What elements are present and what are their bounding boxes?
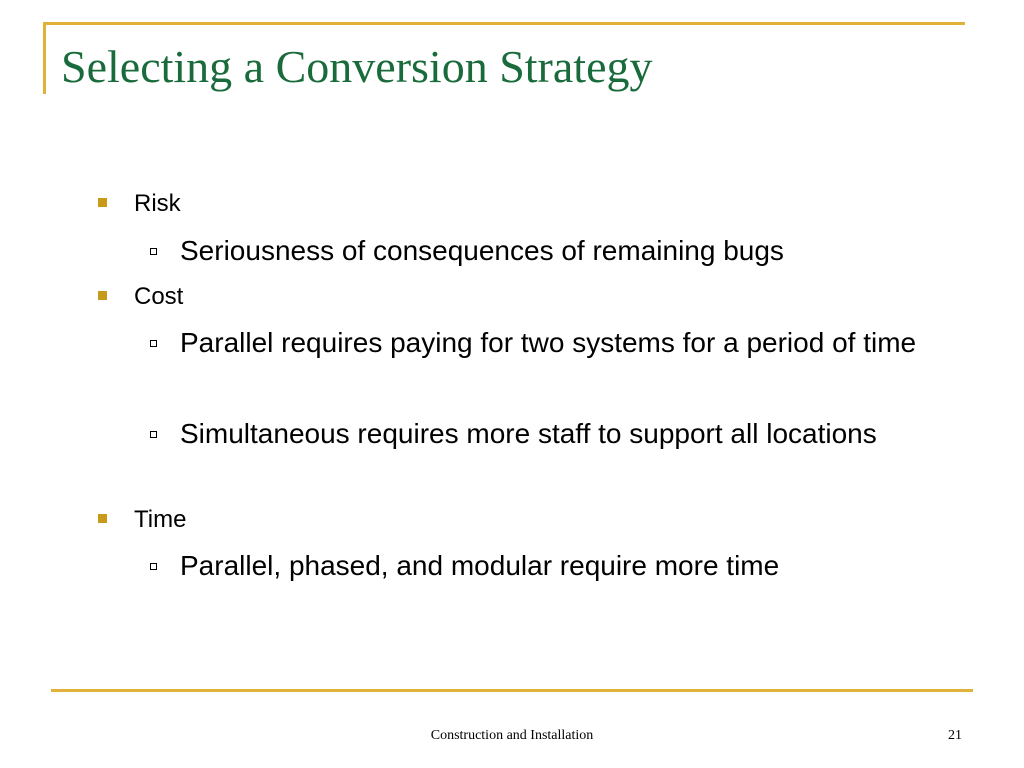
sub-bullet-text: Simultaneous requires more staff to support all locations: [180, 418, 877, 449]
bullet-label: Risk: [134, 190, 181, 217]
sub-bullet-text: Seriousness of consequences of remaining bugs: [180, 235, 784, 266]
hollow-square-bullet-icon: [150, 340, 157, 347]
slide-title: Selecting a Conversion Strategy: [61, 41, 653, 92]
hollow-square-bullet-icon: [150, 563, 157, 570]
hollow-square-bullet-icon: [150, 431, 157, 438]
sub-bullet-text: Parallel, phased, and modular require more time: [180, 550, 780, 581]
sub-bullet-item: [150, 414, 920, 454]
sub-bullet-item: [150, 546, 920, 586]
sub-bullet-item: [150, 323, 920, 363]
square-bullet-icon: [98, 198, 107, 207]
footer-divider: [51, 689, 973, 692]
bullet-label: Time: [134, 506, 187, 533]
sub-bullet-text: Parallel requires paying for two systems for a period of time: [180, 327, 917, 358]
bullet-label: Cost: [134, 283, 184, 310]
sub-bullet-item: [150, 231, 920, 271]
square-bullet-icon: [98, 514, 107, 523]
page-number: 21: [948, 728, 962, 743]
hollow-square-bullet-icon: [150, 248, 157, 255]
footer-title: Construction and Installation: [430, 728, 594, 743]
square-bullet-icon: [98, 291, 107, 300]
